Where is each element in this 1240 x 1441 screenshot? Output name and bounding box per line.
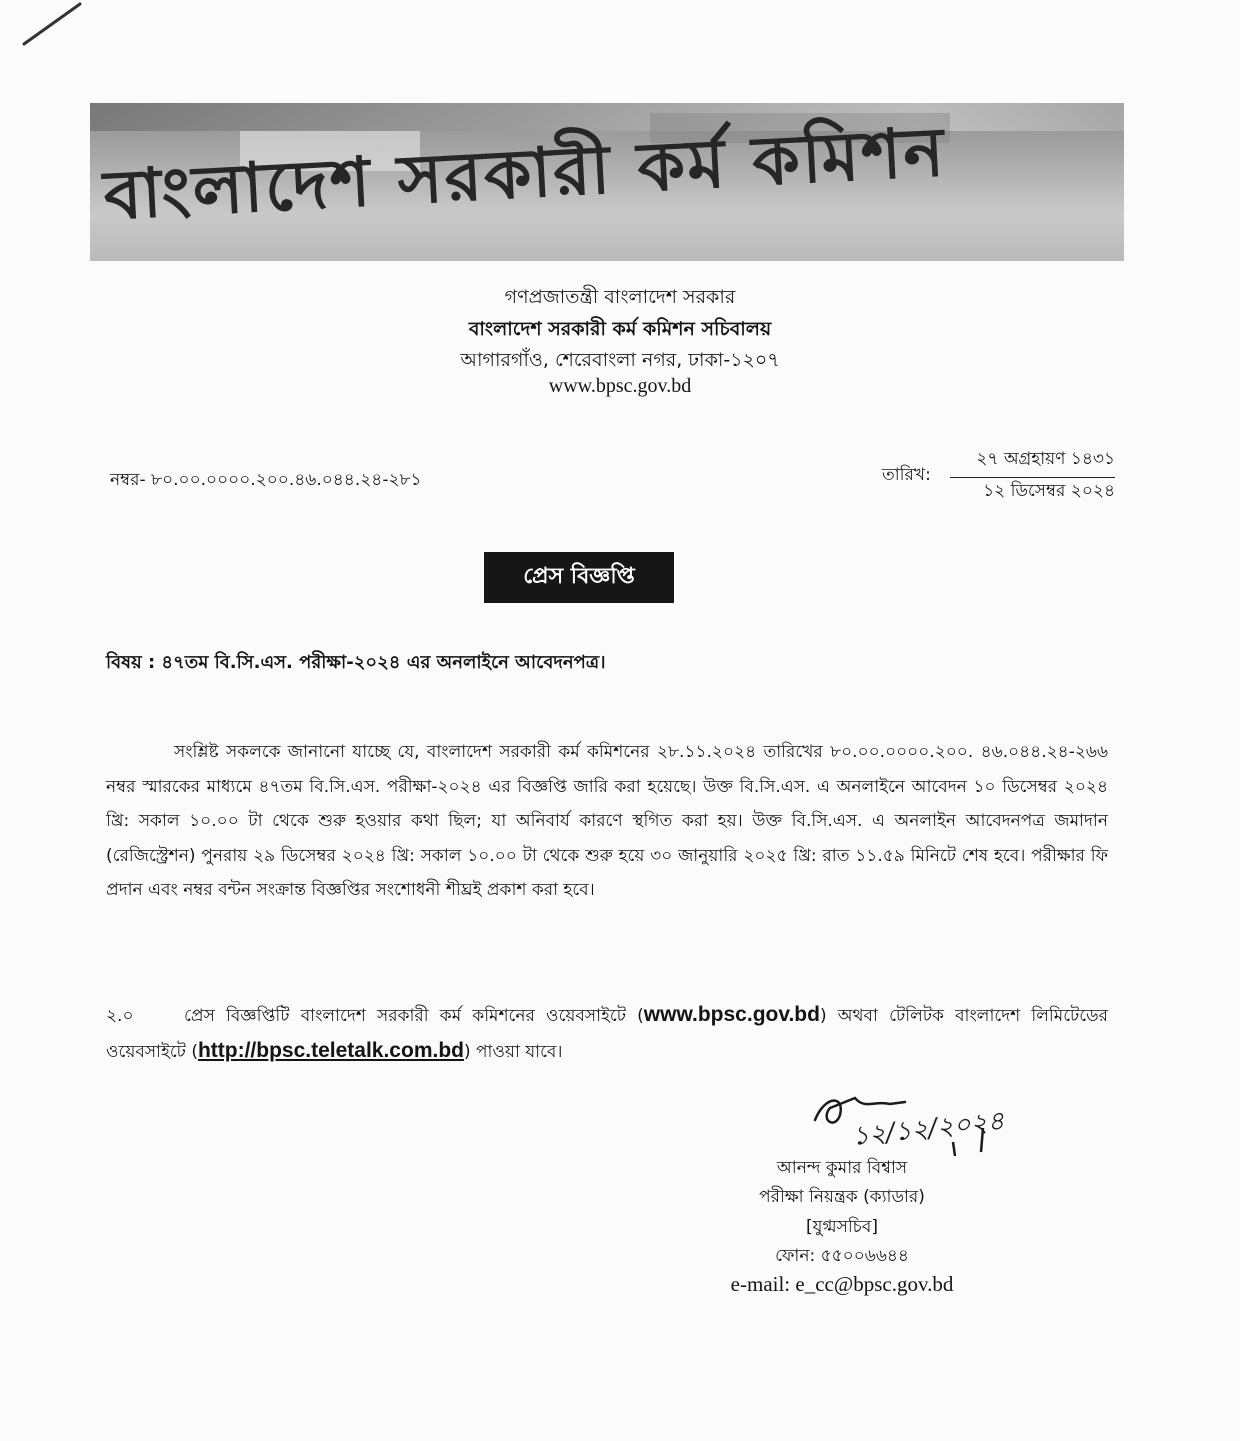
- body-paragraph-1: সংশ্লিষ্ট সকলকে জানানো যাচ্ছে যে, বাংলাদেশ সরকারী কর্ম কমিশনের ২৮.১১.২০২৪ তারিখের ৮০.০০.০০০০.২০০. ৪৬.০৪৪.২৪-২৬৬ নম্বর স্মারকের মাধ্যমে ৪৭তম বি.সি.এস. পরীক্ষা-২০২৪ এর বিজ্ঞপ্তি জারি করা হয়েছে। উক্ত বি.সি.এস. এ অনলাইনে আবেদন ১০ ডিসেম্বর ২০২৪ খ্রি: সকাল ১০.০০ টা থেকে শুরু হওয়ার কথা ছিল; যা অনিবার্য কারণে স্থগিত করা হয়। উক্ত বি.সি.এস. এ অনলাইন আবেদনপত্র জমাদান (রেজিস্ট্রেশন) পুনরায় ২৯ ডিসেম্বর ২০২৪ খ্রি: সকাল ১০.০০ টা থেকে শুরু হয়ে ৩০ জানুয়ারি ২০২৫ খ্রি: রাত ১১.৫৯ মিনিটে শেষ হবে। পরীক্ষার ফি প্রদান এবং নম্বর বন্টন সংক্রান্ত বিজ্ঞপ্তির সংশোধনী শীঘ্রই প্রকাশ করা হবে।: [106, 742, 1108, 900]
- press-release-title: প্রেস বিজ্ঞপ্তি: [484, 552, 674, 603]
- signatory-email[interactable]: e-mail: e_cc@bpsc.gov.bd: [730, 1272, 954, 1296]
- signatory-name: আনন্দ কুমার বিশ্বাস: [776, 1158, 908, 1178]
- paragraph-2-text-b: ) অথবা টেলিটক বাংলাদেশ লিমিটেডের ওয়েবসাইটে (: [106, 1006, 1108, 1062]
- paragraph-number: ২.০: [106, 1006, 134, 1026]
- paragraph-2-text-c: ) পাওয়া যাবে।: [463, 1041, 563, 1062]
- memo-number: নম্বর- ৮০.০০.০০০০.২০০.৪৬.০৪৪.২৪-২৮১: [110, 470, 422, 490]
- pen-stroke-mark: [20, 0, 90, 50]
- date-english: ১২ ডিসেম্বর ২০২৪: [983, 481, 1115, 501]
- signatory-phone: ফোন: ৫৫০০৬৬৪৪: [775, 1246, 909, 1266]
- signature-date: ১২/১২/২০২৪: [850, 1106, 1006, 1152]
- signatory-designation: পরীক্ষা নিয়ন্ত্রক (ক্যাডার): [759, 1187, 925, 1207]
- subject-line: বিষয় : ৪৭তম বি.সি.এস. পরীক্ষা-২০২৪ এর অনলাইনে আবেদনপত্র।: [106, 652, 606, 673]
- office-address: আগারগাঁও, শেরেবাংলা নগর, ঢাকা-১২০৭: [460, 349, 780, 371]
- bpsc-website-link[interactable]: www.bpsc.gov.bd: [643, 1003, 820, 1026]
- header-website[interactable]: www.bpsc.gov.bd: [548, 375, 692, 397]
- body-paragraph-2: [106, 998, 1108, 1069]
- paragraph-2-text-a: প্রেস বিজ্ঞপ্তিটি বাংলাদেশ সরকারী কর্ম কমিশনের ওয়েবসাইটে (: [184, 1006, 644, 1026]
- secretariat-name: বাংলাদেশ সরকারী কর্ম কমিশন সচিবালয়: [468, 318, 772, 340]
- teletalk-website-link[interactable]: http://bpsc.teletalk.com.bd: [197, 1038, 464, 1062]
- date-label: তারিখ:: [882, 465, 931, 485]
- signatory-rank: [যুগ্মসচিব]: [806, 1217, 878, 1237]
- commission-banner-photo: [90, 103, 1124, 261]
- government-name: গণপ্রজাতন্ত্রী বাংলাদেশ সরকার: [504, 286, 736, 308]
- date-bangla: ২৭ অগ্রহায়ণ ১৪৩১: [950, 446, 1115, 478]
- banner-title: বাংলাদেশ সরকারী কর্ম কমিশন: [101, 111, 948, 236]
